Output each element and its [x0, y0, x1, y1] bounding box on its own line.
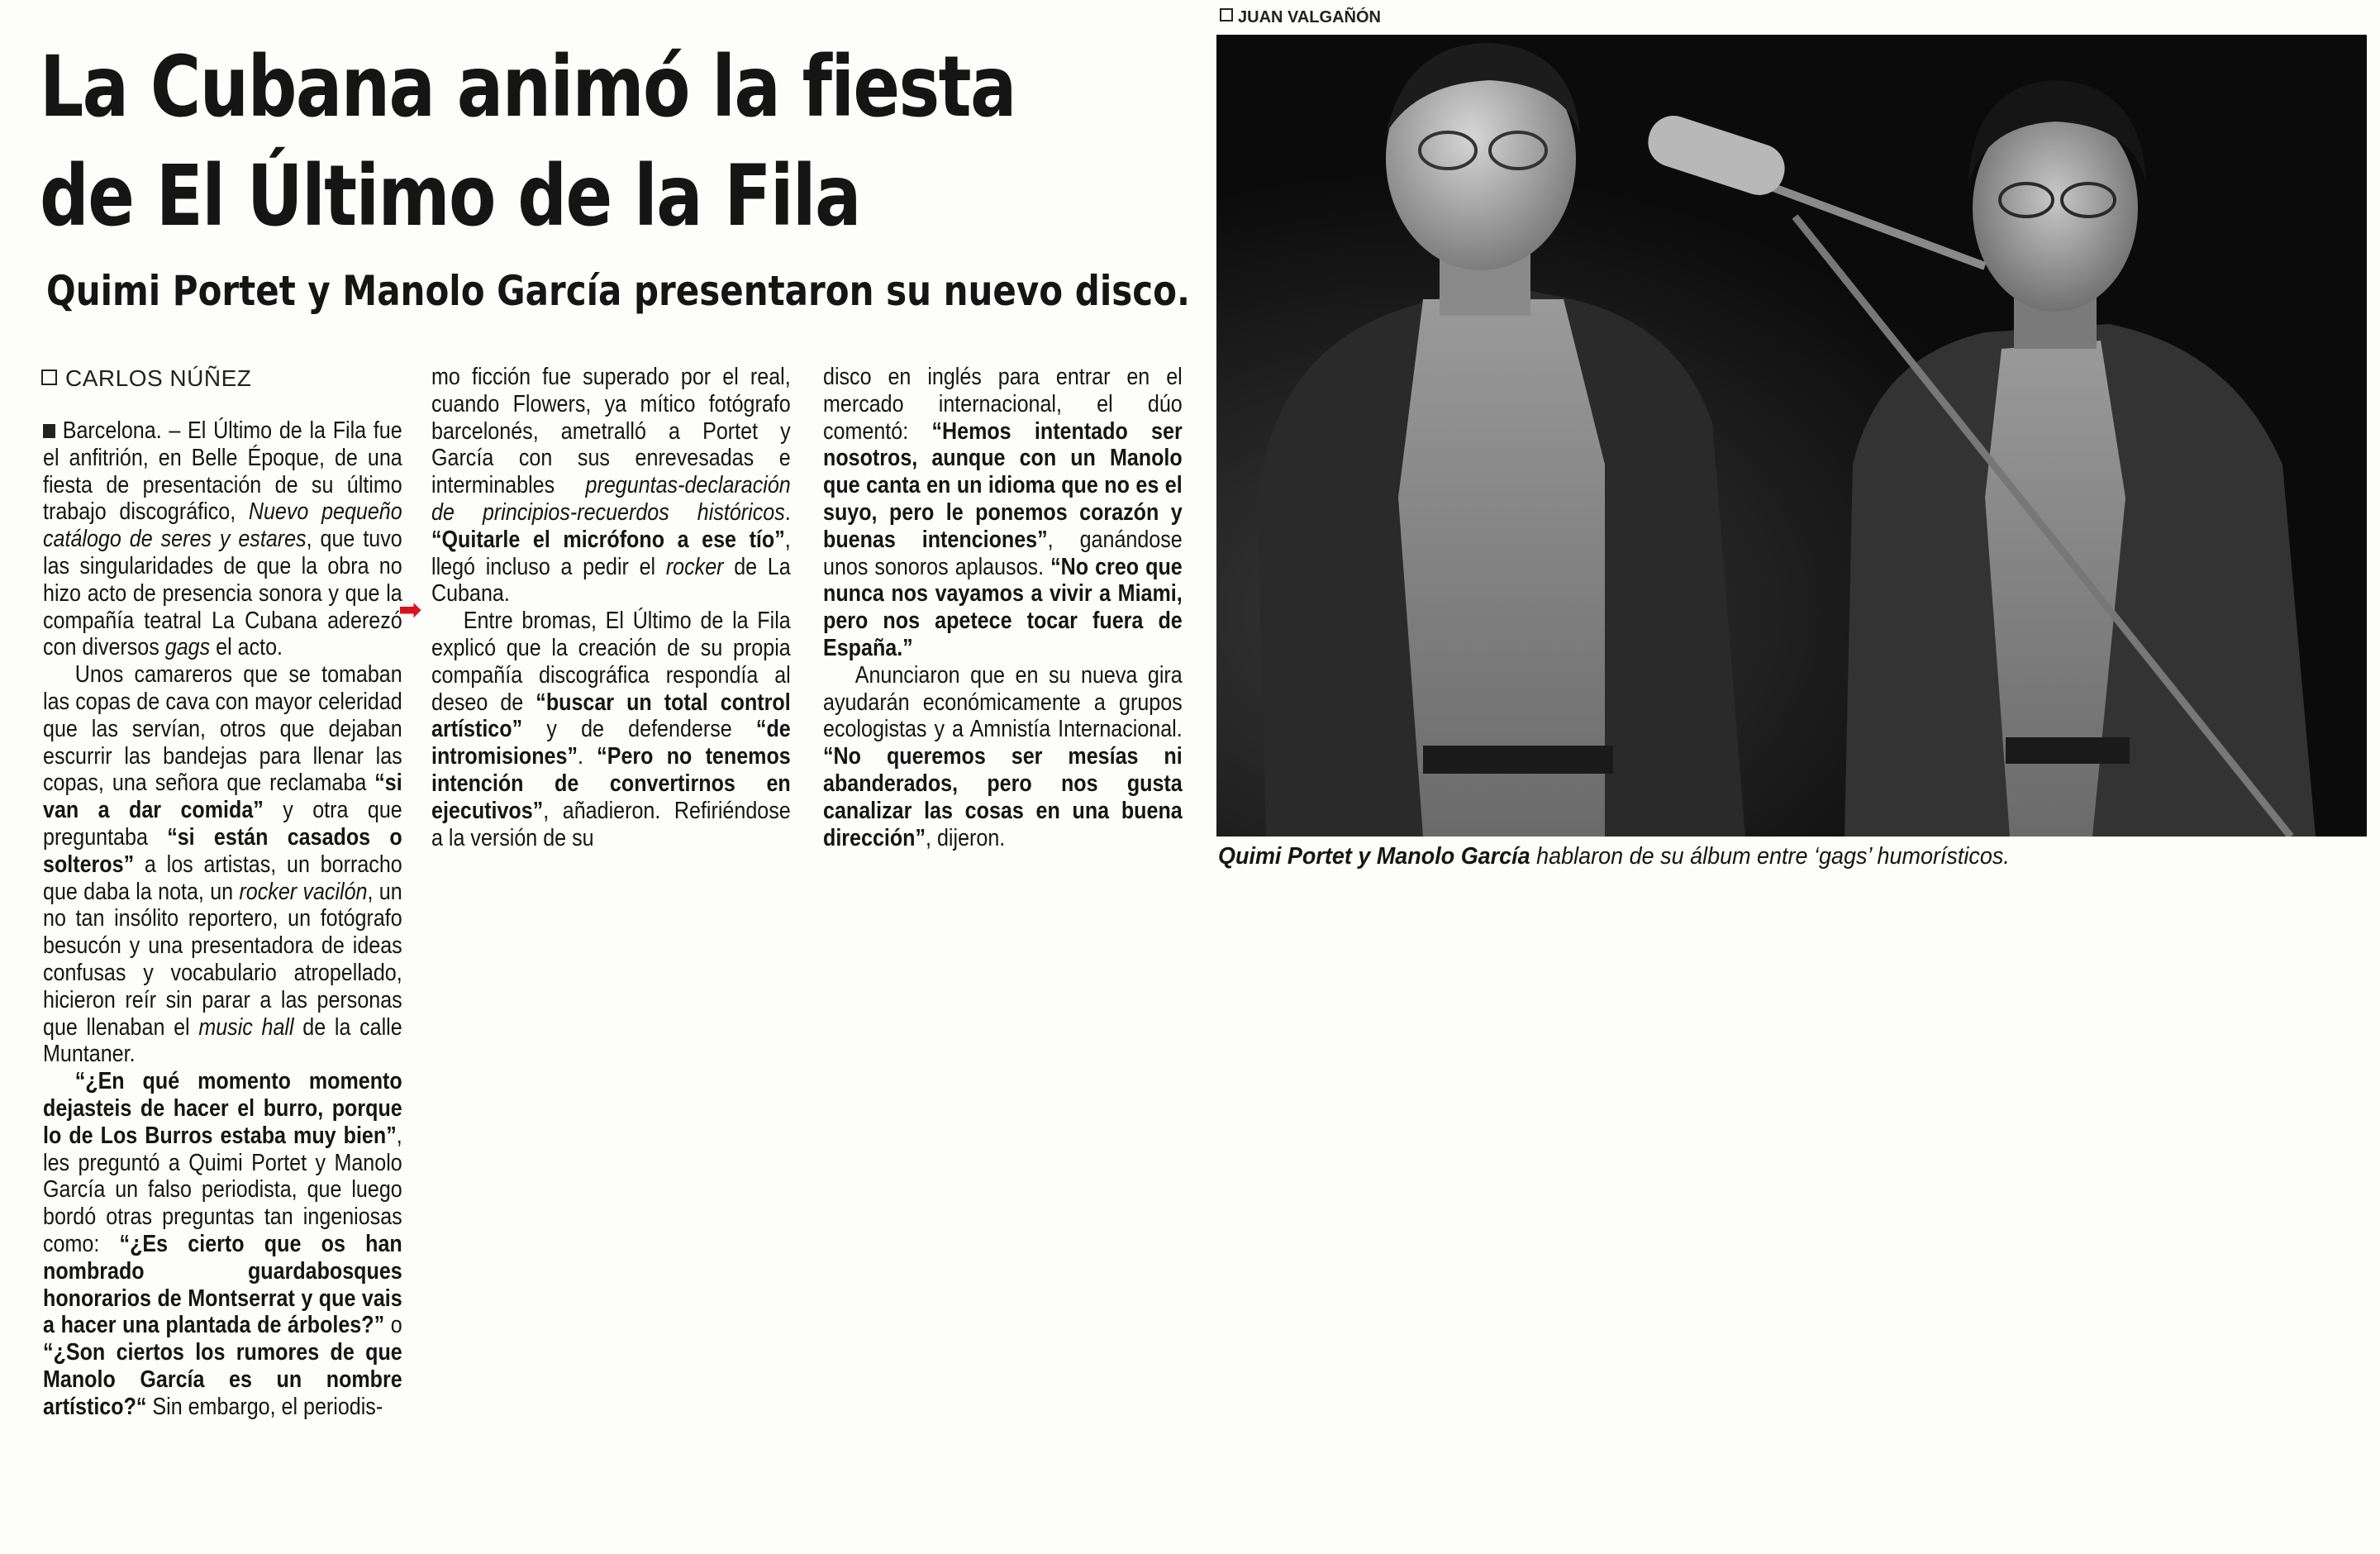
photo-credit-text: JUAN VALGAÑÓN	[1238, 8, 1381, 26]
italic-term: preguntas-declaración de principios-recuerdos históricos	[431, 472, 791, 526]
italic-term: rocker vacilón	[239, 878, 368, 905]
right-person-belt	[2006, 737, 2130, 764]
square-filled-icon	[43, 424, 55, 438]
text-run: y de defenderse	[522, 716, 756, 743]
text-run: disco en inglés para entrar en el mercado internacional, el dúo comentó:	[823, 364, 1183, 445]
headline-line-1: La Cubana animó la fiesta	[40, 38, 1016, 136]
quote: “si van a dar comida”	[43, 770, 402, 824]
text-run: Anunciaron que en su nueva gira ayudarán económicamente a grupos ecologistas y a Amnistía Internacional.	[823, 661, 1183, 743]
subhead-text: uimi Portet y Manolo García presentaron su nuevo disco.	[75, 267, 1190, 315]
text-run: , un no tan insólito reportero, un fotógrafo besucón y una presentadora de ideas confusas y vocabulario atropellado, hicieron reír sin parar a las personas que llenaban el	[43, 878, 402, 1041]
paragraph	[43, 661, 402, 1068]
quote: “de intromisiones”	[431, 716, 791, 770]
text-run: , añadieron. Refiriéndose a la versión de su	[431, 797, 791, 851]
square-outline-icon	[1220, 8, 1233, 21]
italic-term: rocker	[665, 553, 724, 580]
italic-term: gags	[164, 634, 211, 661]
left-person-belt	[1423, 746, 1613, 774]
paragraph	[431, 364, 791, 608]
paragraph	[823, 364, 1183, 662]
photo	[1216, 35, 2367, 837]
text-run: o	[384, 1312, 402, 1339]
text-run: Barcelona. – El Último de la Fila fue el anfitrión, en Belle Époque, de una fiesta de presentación de su último trabajo discográfico,	[43, 417, 402, 526]
text-run: .	[577, 743, 597, 770]
text-run: de La Cubana.	[431, 553, 791, 608]
quote: “No creo que nunca nos vayamos a vivir a Miami, pero nos apetece tocar fuera de España.”	[823, 553, 1183, 661]
text-run: , les preguntó a Quimi Portet y Manolo García un falso periodista, que luego bordó otras preguntas tan ingeniosas como:	[43, 1122, 402, 1257]
article-column-1	[43, 417, 402, 1420]
byline	[41, 364, 251, 393]
quote: “¿Son ciertos los rumores de que Manolo García es un nombre artístico?“	[43, 1339, 402, 1420]
quote: “No queremos ser mesías ni abanderados, pero nos gusta canalizar las cosas en una buena dirección”	[823, 743, 1183, 851]
quote: “buscar un total control artístico”	[431, 689, 791, 743]
quote: “si están casados o solteros”	[43, 823, 402, 878]
article-column-2	[431, 364, 791, 851]
paragraph	[43, 417, 402, 661]
headline	[40, 33, 1016, 251]
text-run: Entre bromas, El Último de la Fila explicó que la creación de su propia compañía discográfica respondía al deseo de	[431, 608, 791, 716]
subhead-initial: Q	[46, 267, 76, 315]
photo-caption	[1218, 841, 2294, 871]
text-run: de la calle Muntaner.	[43, 1013, 402, 1068]
quote: “¿En qué momento momento dejasteis de hacer el burro, porque lo de Los Burros estaba muy bien”	[43, 1068, 402, 1149]
text-run: Unos camareros que se tomaban las copas de cava con mayor celeridad que las servían, otros que dejaban escurrir las bandejas para llenar las copas, una señora que reclamaba	[43, 661, 402, 797]
subheadline	[46, 265, 1190, 317]
text-run: , dijeron.	[926, 824, 1006, 851]
paragraph	[43, 1068, 402, 1420]
text-run: , ganándose unos sonoros aplausos.	[823, 526, 1183, 580]
quote: “Pero no tenemos intención de convertirnos en ejecutivos”	[431, 743, 791, 824]
caption-text: hablaron de su álbum entre ‘gags’ humorísticos.	[1530, 843, 2010, 870]
square-outline-icon	[41, 369, 57, 385]
quote: “Quitarle el micrófono a ese tío”	[431, 526, 785, 553]
text-run: mo ficción fue superado por el real, cuando Flowers, ya mítico fotógrafo barcelonés, ametralló a Portet y García con sus enrevesadas e interminables	[431, 364, 791, 499]
paragraph	[823, 662, 1183, 852]
caption-names: Quimi Portet y Manolo García	[1218, 843, 1530, 870]
text-run: el acto.	[210, 634, 283, 661]
text-run: a los artistas, un borracho que daba la nota, un	[43, 851, 402, 905]
text-run: .	[784, 498, 791, 526]
red-arrow-icon: ➡	[398, 593, 422, 627]
photo-credit	[1220, 8, 1381, 27]
text-run: y otra que preguntaba	[43, 797, 402, 851]
quote: “¿Es cierto que os han nombrado guardabosques honorarios de Montserrat y que vais a hacer una plantada de árboles?”	[43, 1230, 402, 1339]
photo-illustration	[1216, 35, 2367, 837]
article-column-3	[823, 364, 1183, 851]
italic-term: music hall	[198, 1013, 294, 1041]
album-title: Nuevo pequeño catálogo de seres y estares	[43, 498, 402, 553]
quote: “Hemos intentado ser nosotros, aunque con un Manolo que canta en un idioma que no es el suyo, pero le ponemos corazón y buenas intenciones”	[823, 417, 1183, 553]
text-run: , llegó incluso a pedir el	[431, 526, 791, 580]
text-run: Sin embargo, el periodis-	[146, 1393, 383, 1420]
text-run: , que tuvo las singularidades de que la obra no hizo acto de presencia sonora y que la compañía teatral La Cubana aderezó con diversos	[43, 526, 402, 661]
byline-author: CARLOS NÚÑEZ	[65, 365, 252, 391]
headline-line-2: de El Último de la Fila	[40, 147, 860, 245]
paragraph	[431, 608, 791, 851]
